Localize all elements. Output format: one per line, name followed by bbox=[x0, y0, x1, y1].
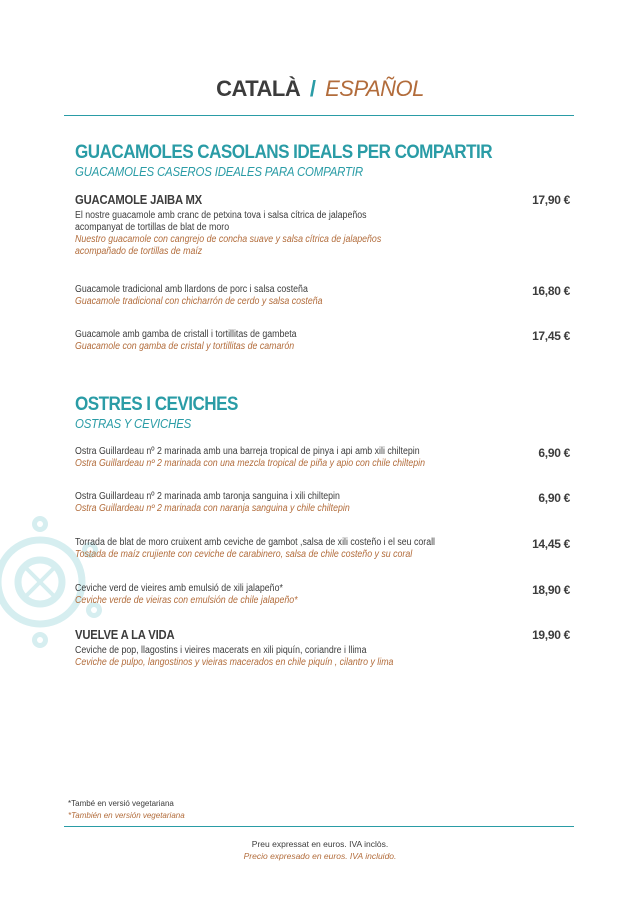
item-description-ca: Ceviche verd de vieires amb emulsió de xili jalapeño* bbox=[75, 583, 283, 594]
item-description-es: Ceviche de pulpo, langostinos y vieiras macerados en chile piquín , cilantro y lima bbox=[75, 657, 394, 668]
item-description-ca: Ostra Guillardeau nº 2 marinada amb una barreja tropical de pinya i api amb xili chiltepin bbox=[75, 446, 420, 457]
footer-es: Precio expresado en euros. IVA incluido. bbox=[243, 851, 397, 861]
item-price: 17,45 € bbox=[532, 329, 570, 343]
item-price: 6,90 € bbox=[538, 491, 570, 505]
bottom-divider bbox=[64, 826, 574, 827]
item-description-ca: Ceviche de pop, llagostins i vieires macerats en xili piquín, coriandre i llima bbox=[75, 645, 367, 656]
section-subtitle-guacamoles: GUACAMOLES CASEROS IDEALES PARA COMPARTIR bbox=[75, 164, 363, 179]
menu-item bbox=[75, 491, 570, 515]
language-separator: / bbox=[309, 76, 316, 101]
item-description-es: Guacamole con gamba de cristal y tortillitas de camarón bbox=[75, 341, 295, 352]
vegetarian-note bbox=[68, 798, 185, 822]
item-price: 19,90 € bbox=[532, 628, 570, 642]
menu-item bbox=[75, 583, 570, 607]
menu-item bbox=[75, 537, 570, 561]
item-description-ca: Guacamole tradicional amb llardons de porc i salsa costeña bbox=[75, 284, 308, 295]
item-description-es: acompañado de tortillas de maíz bbox=[75, 246, 203, 257]
language-spanish: ESPAÑOL bbox=[325, 76, 424, 101]
item-price: 14,45 € bbox=[532, 537, 570, 551]
footer-ca: Preu expressat en euros. IVA inclòs. bbox=[251, 839, 389, 849]
menu-item bbox=[75, 193, 570, 258]
section-subtitle-ostres: OSTRAS Y CEVICHES bbox=[75, 416, 192, 431]
language-header bbox=[0, 76, 640, 102]
item-price: 6,90 € bbox=[538, 446, 570, 460]
menu-item bbox=[75, 628, 570, 669]
vegetarian-note-ca: *També en versió vegetariana bbox=[68, 799, 174, 808]
menu-item bbox=[75, 329, 570, 353]
language-catalan: CATALÀ bbox=[216, 76, 301, 101]
item-description-ca: acompanyat de tortillas de blat de moro bbox=[75, 222, 230, 233]
section-title-ostres: OSTRES I CEVICHES bbox=[75, 394, 238, 415]
item-price: 18,90 € bbox=[532, 583, 570, 597]
item-description-es: Nuestro guacamole con cangrejo de concha suave y salsa cítrica de jalapeños bbox=[75, 234, 382, 245]
section-title-guacamoles: GUACAMOLES CASOLANS IDEALS PER COMPARTIR bbox=[75, 142, 493, 163]
item-name: GUACAMOLE JAIBA MX bbox=[75, 193, 202, 207]
item-description-es: Ostra Guillardeau nº 2 marinada con una mezcla tropical de piña y apio con chile chiltepin bbox=[75, 458, 426, 469]
item-description-ca: Torrada de blat de moro cruixent amb ceviche de gambot ,salsa de xili costeño i el seu corall bbox=[75, 537, 436, 548]
menu-item bbox=[75, 446, 570, 470]
item-price: 16,80 € bbox=[532, 284, 570, 298]
vegetarian-note-es: *También en versión vegetariana bbox=[68, 811, 185, 820]
item-name: VUELVE A LA VIDA bbox=[75, 628, 175, 642]
item-description-ca: El nostre guacamole amb cranc de petxina tova i salsa cítrica de jalapeños bbox=[75, 210, 367, 221]
top-divider bbox=[64, 115, 574, 116]
item-price: 17,90 € bbox=[532, 193, 570, 207]
item-description-es: Guacamole tradicional con chicharrón de cerdo y salsa costeña bbox=[75, 296, 323, 307]
item-description-es: Ceviche verde de vieiras con emulsión de chile jalapeño* bbox=[75, 595, 298, 606]
price-footer bbox=[0, 838, 640, 862]
item-description-es: Ostra Guillardeau nº 2 marinada con naranja sanguina y chile chiltepin bbox=[75, 503, 350, 514]
menu-item bbox=[75, 284, 570, 308]
item-description-ca: Ostra Guillardeau nº 2 marinada amb taronja sanguina i xili chiltepin bbox=[75, 491, 340, 502]
item-description-ca: Guacamole amb gamba de cristall i tortillitas de gambeta bbox=[75, 329, 297, 340]
item-description-es: Tostada de maíz crujiente con ceviche de carabinero, salsa de chile costeño y su coral bbox=[75, 549, 413, 560]
